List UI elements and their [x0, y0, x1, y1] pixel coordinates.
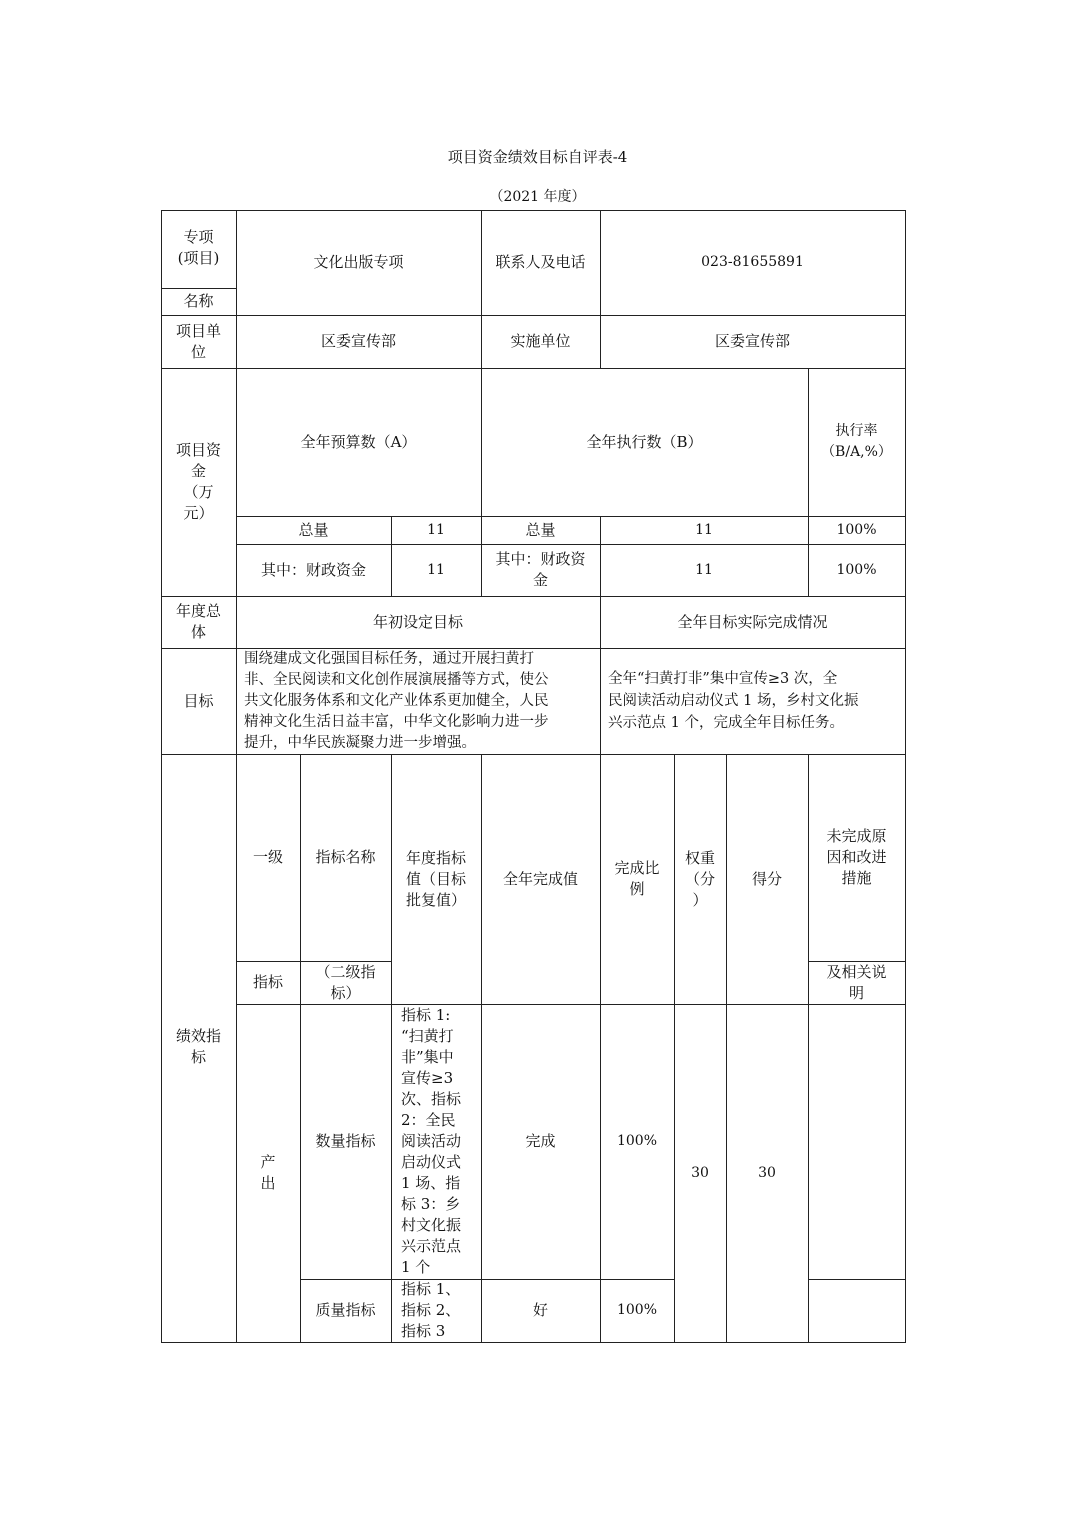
reason-header: 未完成原 因和改进 措施 [826, 827, 887, 887]
quantity-indicator-done: 完成 [525, 1132, 556, 1150]
total-budget: 11 [427, 521, 445, 538]
total-exec: 11 [695, 521, 713, 538]
impl-unit: 区委宣传部 [714, 332, 790, 350]
grid-line [600, 210, 601, 315]
grid-line [391, 516, 392, 596]
grid-line [161, 288, 236, 289]
perf-label: 绩效指 标 [175, 1027, 221, 1066]
grid-line [808, 368, 809, 596]
quantity-indicator-ratio: 100% [616, 1133, 658, 1149]
goals-set-text: 围绕建成文化强国目标任务，通过开展扫黄打 非、全民阅读和文化创作展演展播等方式，使公 共文化服务体系和文化产业体系更加健全，人民 精神文化生活日益丰富，中华文化影响力进一步 提升，中华民族凝聚力进一步增强。 [244, 650, 549, 751]
grid-line [674, 754, 675, 1343]
grid-line [481, 754, 482, 1343]
reason-header-bottom: 及相关说 明 [826, 962, 887, 1002]
grid-line [905, 210, 906, 1343]
total-rate: 100% [836, 521, 877, 538]
project-name: 文化出版专项 [313, 253, 404, 271]
contact-phone: 023-81655891 [701, 254, 804, 270]
grid-line [161, 1342, 906, 1343]
grid-line [600, 315, 601, 368]
grid-line [161, 368, 906, 369]
done-header: 全年完成值 [502, 869, 578, 888]
grid-line [236, 544, 906, 545]
exec-header: 全年执行数（B） [586, 432, 703, 451]
grid-line [236, 1004, 906, 1005]
grid-line [808, 1279, 906, 1280]
project-label-top: 专项 (项目) [177, 227, 220, 267]
output-weight: 30 [691, 1164, 709, 1181]
rate-header: 执行率 （B/A,%） [821, 423, 892, 460]
grid-line [161, 596, 906, 597]
goals-label-bottom: 目标 [183, 691, 214, 710]
goals-actual-header: 全年目标实际完成情况 [677, 612, 828, 631]
quality-indicator-done: 好 [532, 1301, 548, 1319]
score-header: 得分 [751, 869, 782, 888]
document-year: （2021 年度） [489, 189, 586, 205]
budget-header: 全年预算数（A） [300, 432, 417, 451]
fiscal-exec-label: 其中：财政资 金 [495, 550, 586, 589]
quality-indicator-ratio: 100% [616, 1302, 658, 1318]
grid-line [600, 596, 601, 754]
quality-indicator-name: 质量指标 [315, 1301, 376, 1319]
grid-line [161, 210, 906, 211]
goals-label-top: 年度总 体 [175, 602, 221, 641]
target-header: 年度指标 值（目标 批复值） [405, 849, 466, 909]
grid-line [808, 754, 809, 1343]
impl-unit-label: 实施单位 [510, 332, 571, 350]
indicator-name-header: 指标名称 [315, 848, 376, 866]
grid-line [726, 754, 727, 1343]
weight-header: 权重 （分 ） [684, 848, 715, 909]
contact-label: 联系人及电话 [495, 253, 586, 271]
project-unit: 区委宣传部 [320, 332, 396, 350]
unit-label: 项目单 位 [175, 321, 221, 361]
grid-line [236, 961, 391, 962]
quantity-indicator-name: 数量指标 [315, 1132, 376, 1150]
fiscal-budget: 11 [427, 561, 445, 578]
level1-header: 一级 [252, 848, 283, 866]
grid-line [161, 754, 906, 755]
quantity-indicator-target: 指标 1: “扫黄打 非”集中 宣传≥3 次、指标 2：全民 阅读活动 启动仪式 1 场、指 标 3：乡 村文化振 兴示范点 1 个 [401, 1006, 462, 1276]
total-exec-label: 总量 [525, 520, 556, 539]
ratio-header: 完成比 例 [614, 859, 660, 898]
project-label-bottom: 名称 [183, 292, 214, 310]
grid-line [236, 516, 906, 517]
output-score: 30 [758, 1164, 776, 1181]
grid-line [161, 648, 906, 649]
grid-line [600, 516, 601, 596]
fiscal-label: 其中：财政资金 [260, 560, 366, 579]
total-label: 总量 [298, 520, 329, 539]
quality-indicator-target: 指标 1、 指标 2、 指标 3 [401, 1280, 461, 1340]
grid-line [300, 1279, 674, 1280]
indicator-name-sub: （二级指 标） [315, 962, 376, 1002]
goals-set-header: 年初设定目标 [372, 612, 463, 631]
grid-line [481, 210, 482, 516]
grid-line [300, 754, 301, 1343]
grid-line [600, 754, 601, 1343]
funds-label: 项目资 金 （万 元） [175, 441, 221, 522]
fiscal-rate: 100% [836, 561, 877, 578]
grid-line [161, 210, 162, 1343]
grid-line [481, 516, 482, 596]
fiscal-exec: 11 [695, 561, 713, 578]
document-title: 项目资金绩效目标自评表-4 [447, 148, 628, 166]
goals-actual-text: 全年“扫黄打非”集中宣传≥3 次，全 民阅读活动启动仪式 1 场，乡村文化振 兴示范点 1 个，完成全年目标任务。 [608, 671, 859, 731]
level1-header-bottom: 指标 [252, 973, 283, 991]
grid-line [808, 961, 906, 962]
grid-line [391, 754, 392, 1343]
grid-line [161, 315, 906, 316]
grid-line [236, 210, 237, 1343]
category-output: 产 出 [260, 1153, 276, 1192]
